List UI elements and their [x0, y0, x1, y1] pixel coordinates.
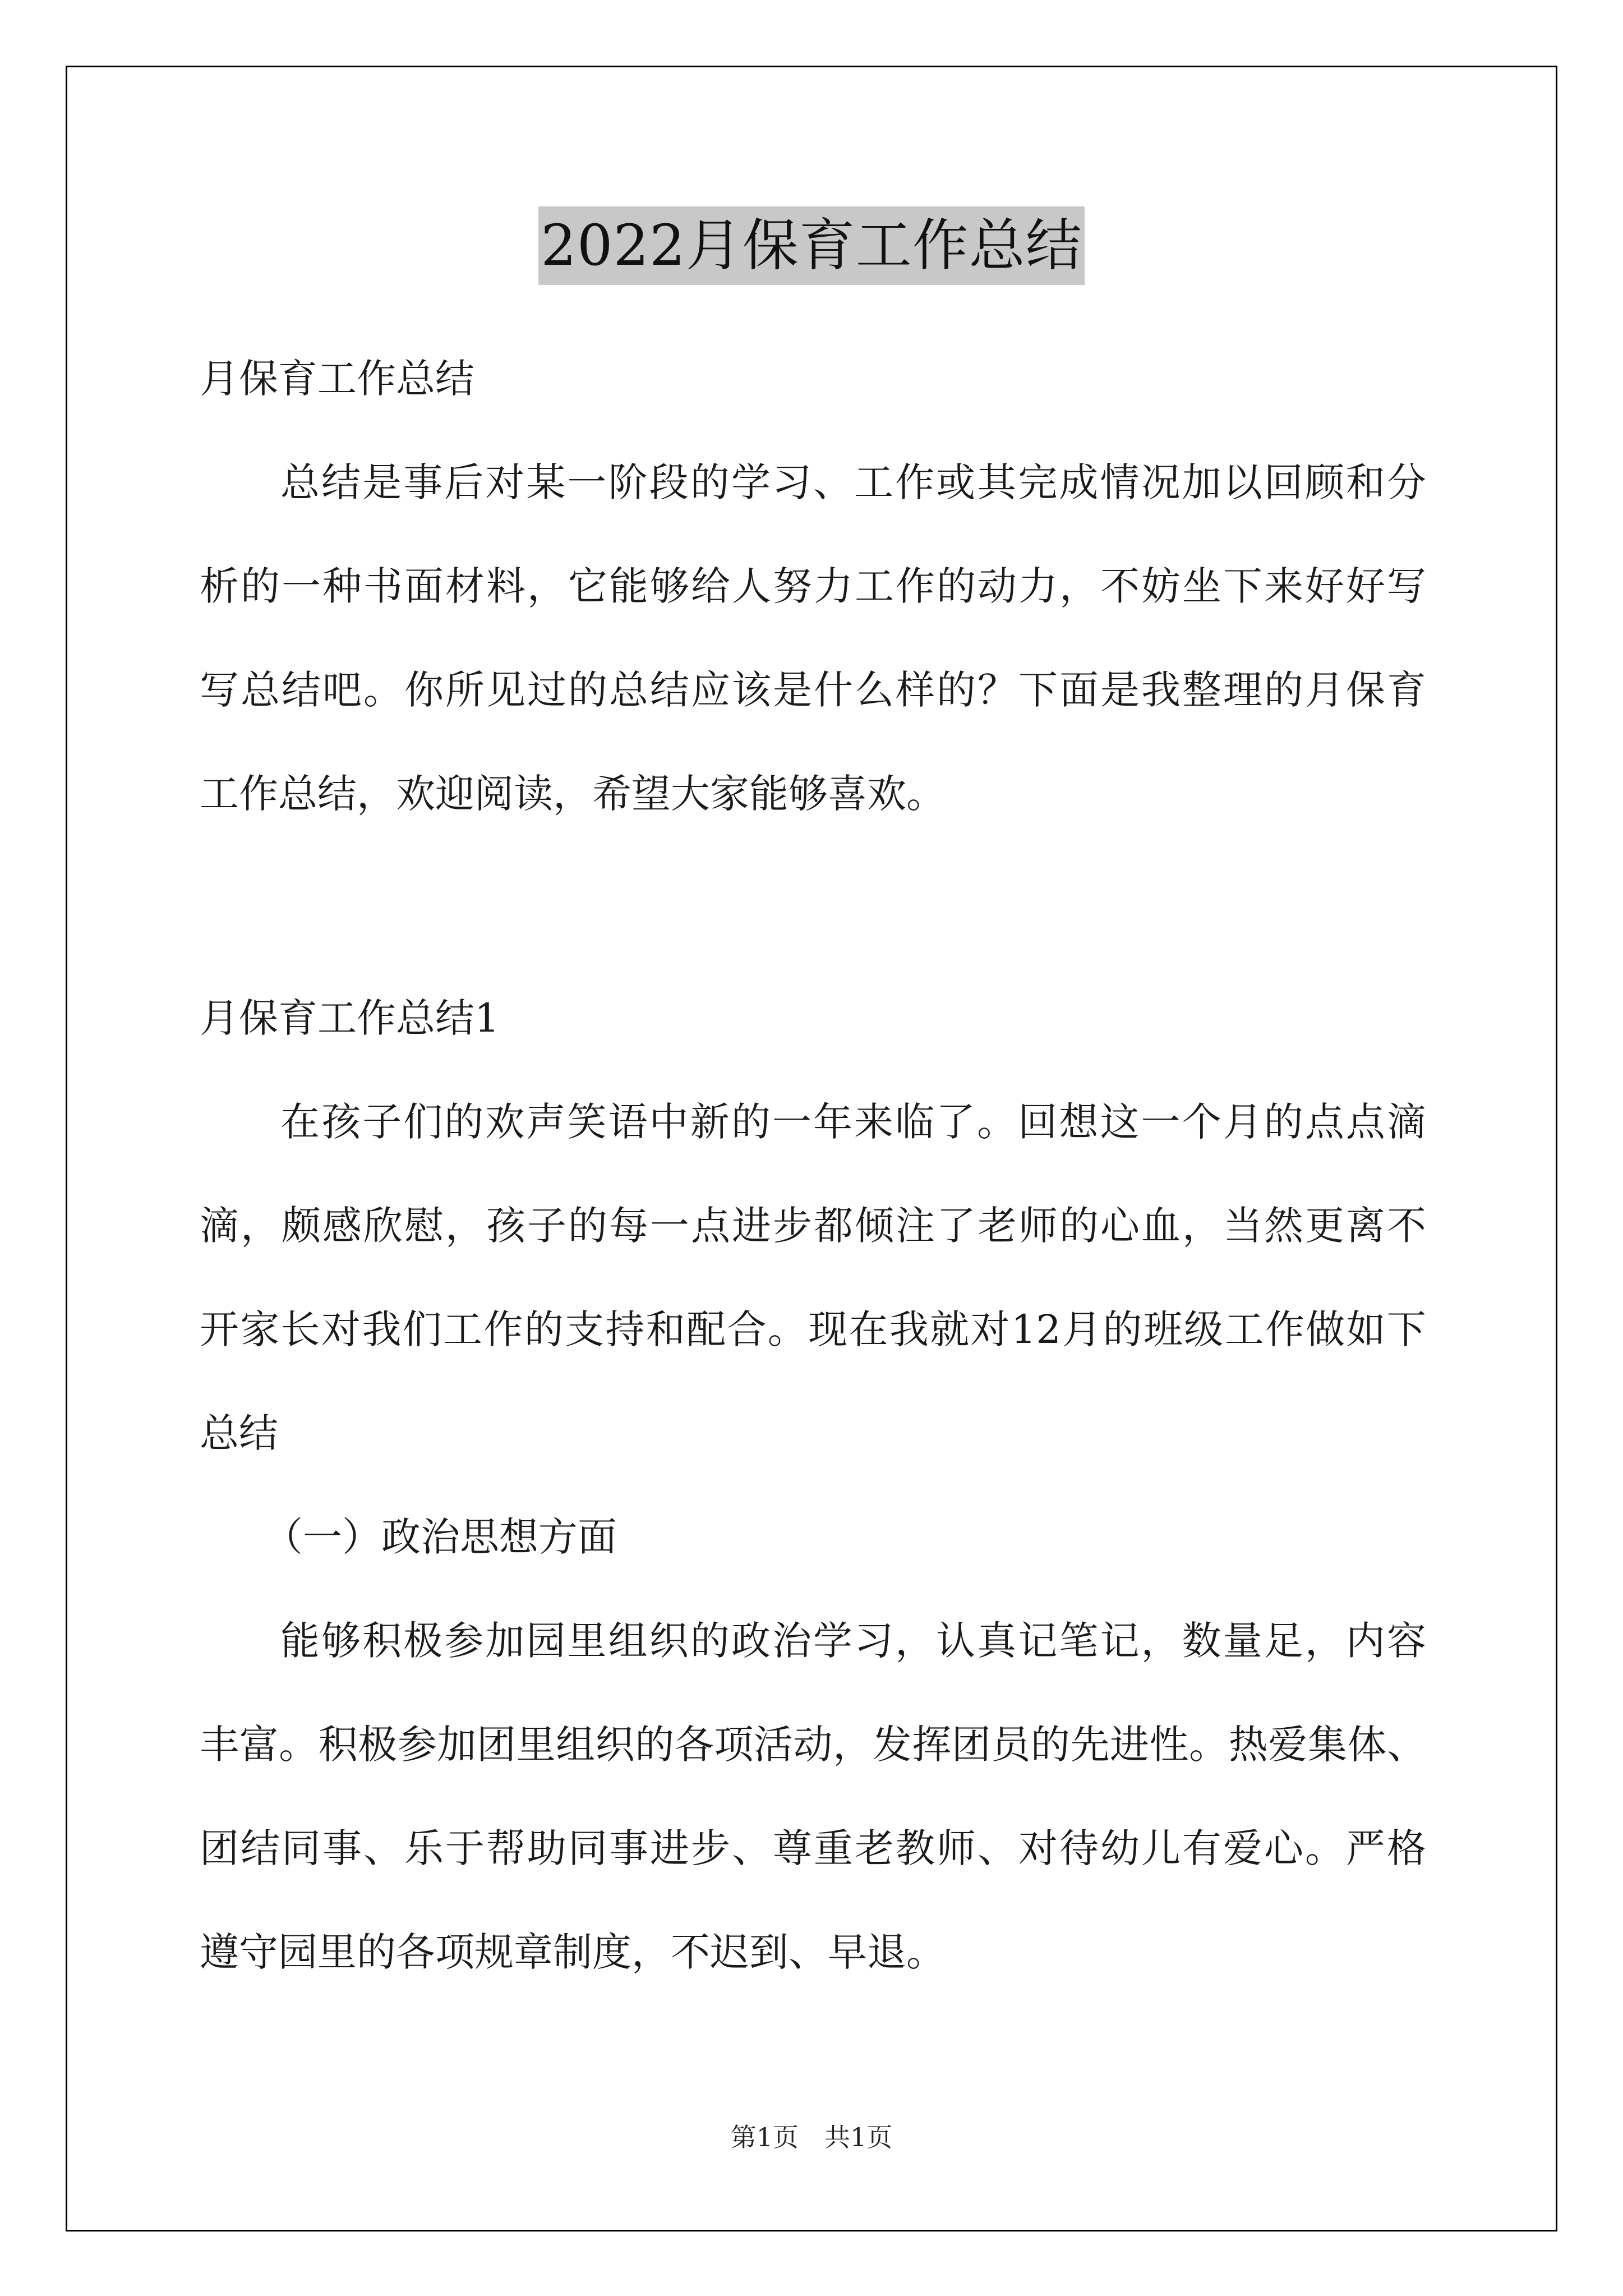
intro-paragraph-line: 工作总结，欢迎阅读，希望大家能够喜欢。 [200, 771, 946, 817]
section2-paragraph-line: 遵守园里的各项规章制度，不迟到、早退。 [200, 1929, 946, 1975]
intro-paragraph-line: 写总结吧。你所见过的总结应该是什么样的？下面是我整理的月保育 [200, 667, 1426, 713]
document-subtitle: 月保育工作总结 [200, 356, 474, 402]
section-heading: 月保育工作总结1 [200, 995, 500, 1041]
section2-paragraph-line: 能够积极参加园里组织的政治学习，认真记笔记，数量足，内容 [280, 1618, 1426, 1664]
title-container [0, 206, 1623, 285]
document-title: 2022月保育工作总结 [538, 206, 1085, 285]
intro-paragraph-line: 总结是事后对某一阶段的学习、工作或其完成情况加以回顾和分 [280, 459, 1426, 505]
intro-paragraph-line: 析的一种书面材料，它能够给人努力工作的动力，不妨坐下来好好写 [200, 563, 1426, 609]
section2-paragraph-line: 丰富。积极参加团里组织的各项活动，发挥团员的先进性。热爱集体、 [200, 1722, 1426, 1768]
section1-paragraph-line: 在孩子们的欢声笑语中新的一年来临了。回想这一个月的点点滴 [280, 1099, 1426, 1145]
section1-paragraph-line: 滴，颇感欣慰，孩子的每一点进步都倾注了老师的心血，当然更离不 [200, 1203, 1426, 1249]
page-number-footer: 第1页 共1页 [730, 2122, 893, 2152]
subsection-heading: （一）政治思想方面 [264, 1514, 617, 1560]
section1-paragraph-line: 开家长对我们工作的支持和配合。现在我就对12月的班级工作做如下 [200, 1306, 1426, 1352]
section2-paragraph-line: 团结同事、乐于帮助同事进步、尊重老教师、对待幼儿有爱心。严格 [200, 1825, 1426, 1871]
section1-paragraph-line: 总结 [200, 1410, 278, 1456]
